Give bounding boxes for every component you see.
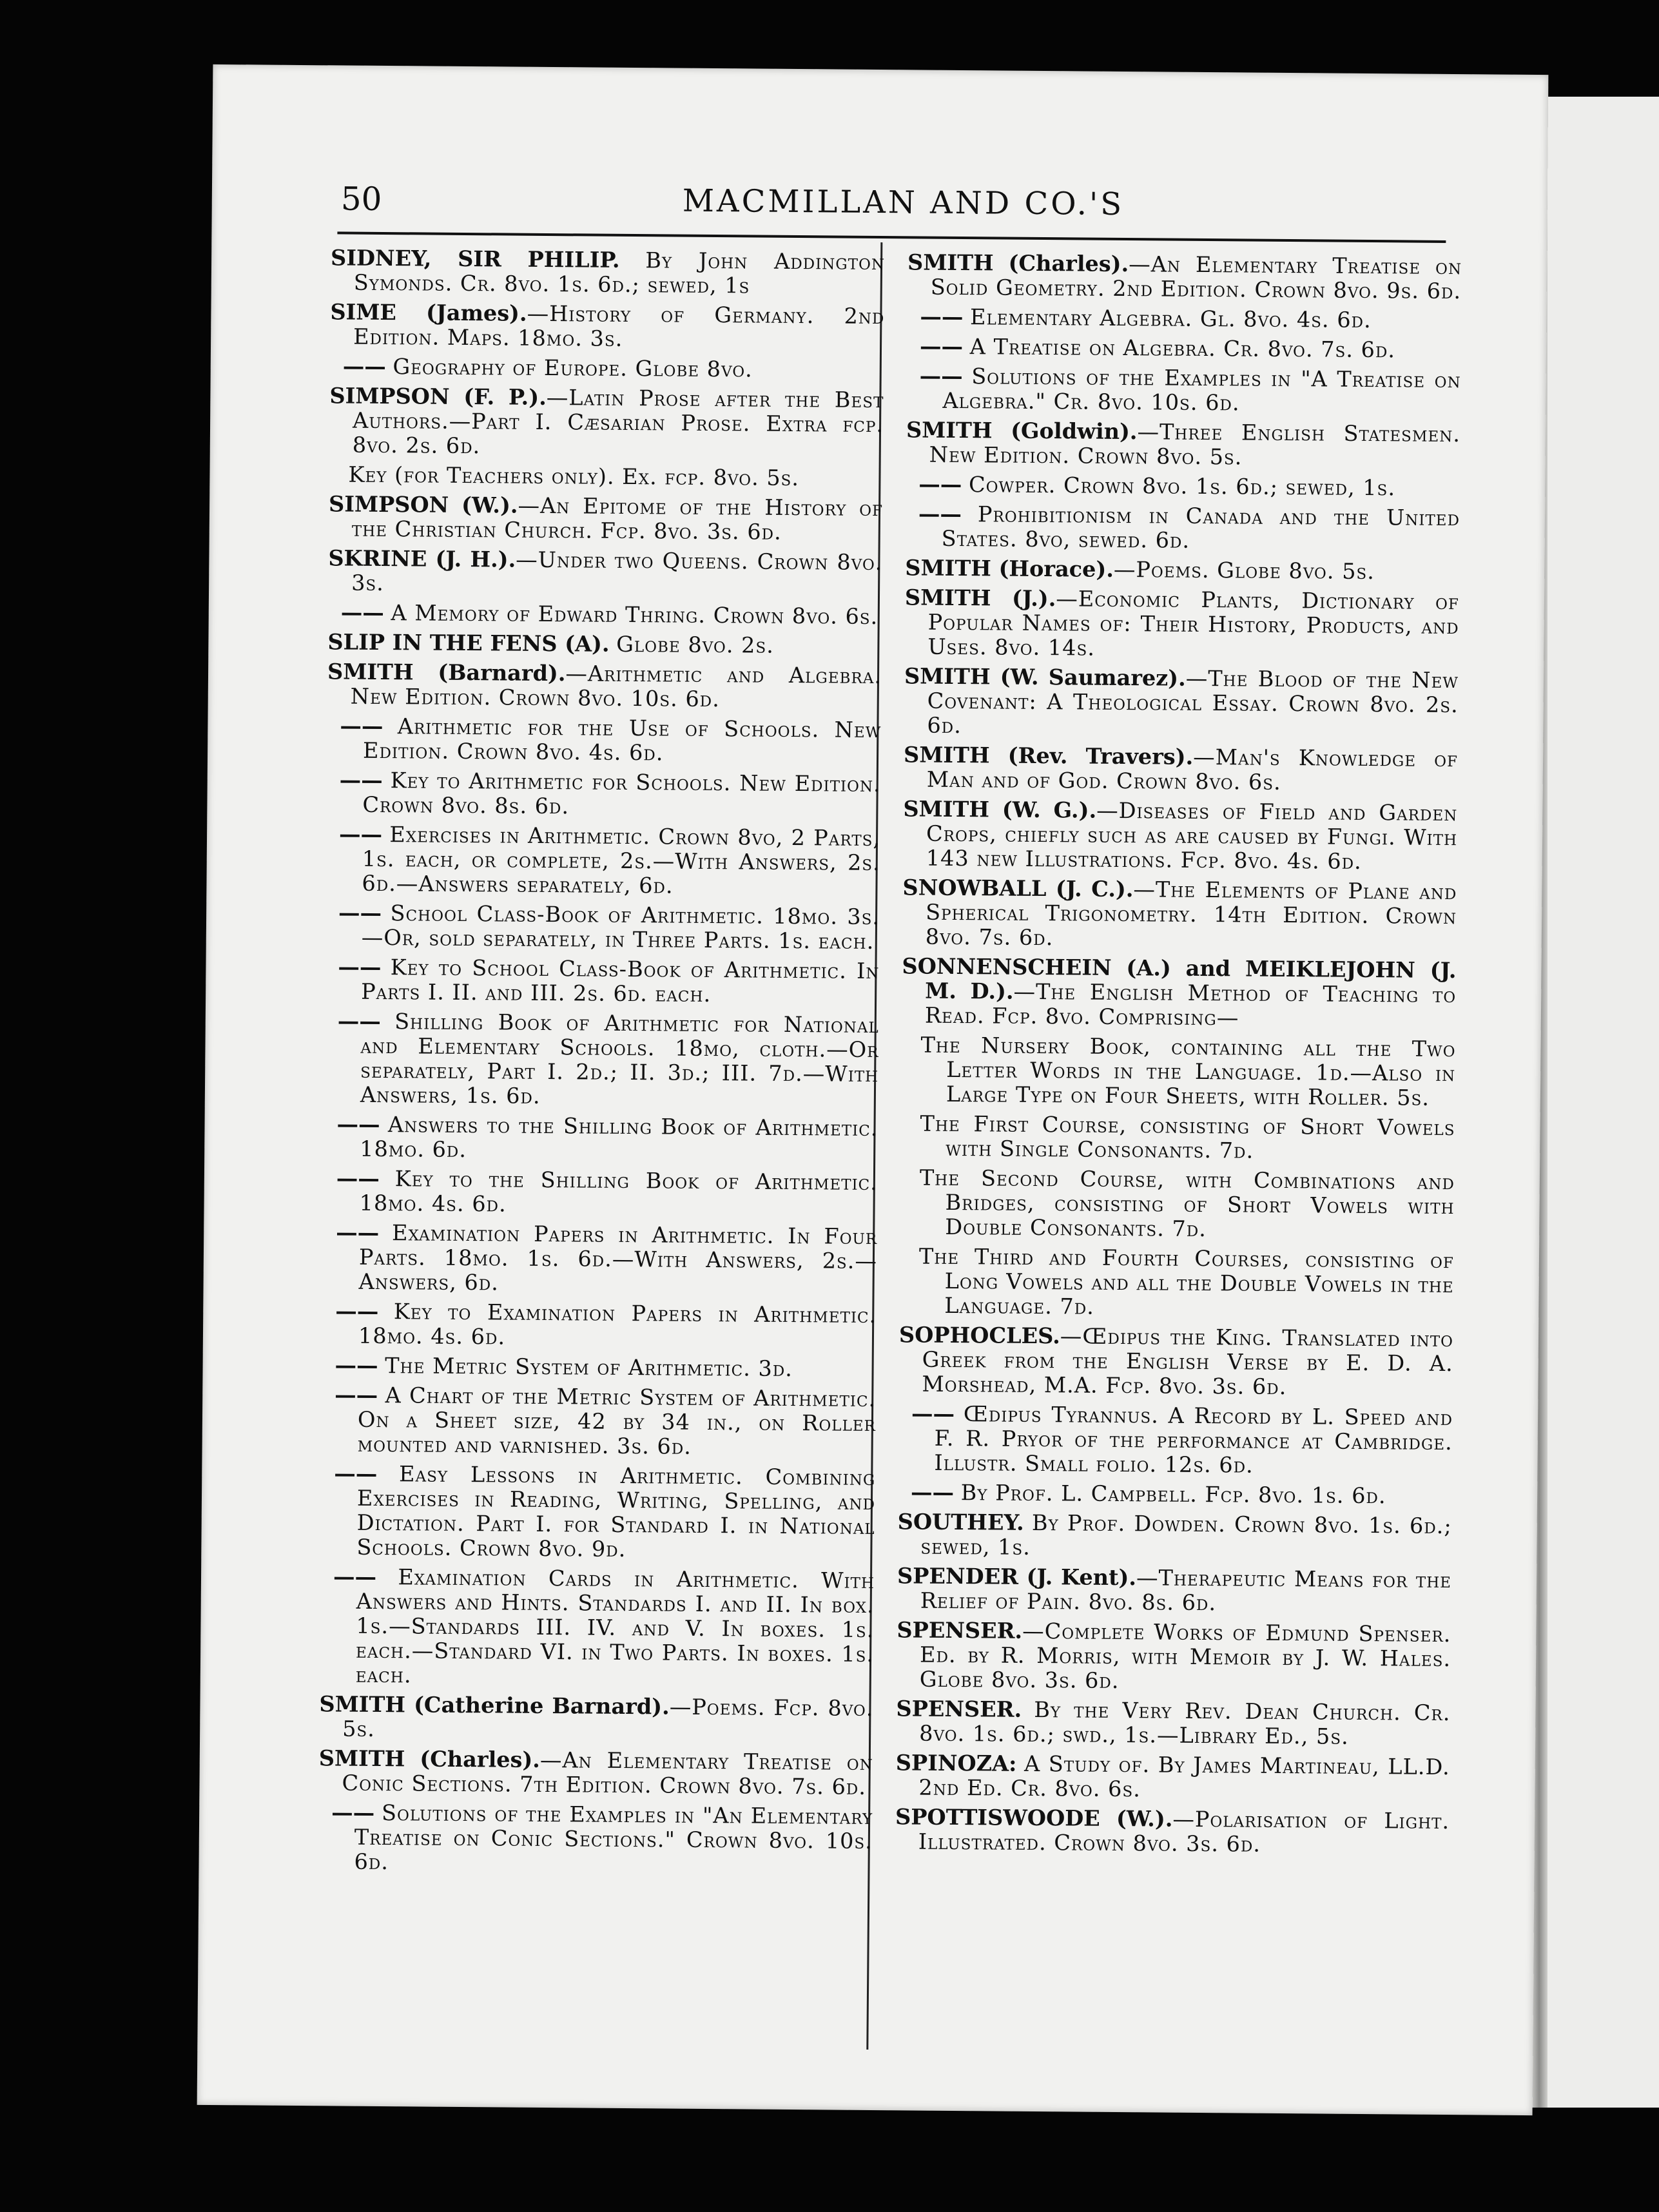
entry-author: SMITH (Barnard). [327,659,566,686]
entry-author: SIDNEY, SIR PHILIP. [330,245,620,273]
entry-details: —An Elementary Treatise on Solid Geometry. 2nd Edition. Crown 8vo. 9s. 6d. [930,251,1462,304]
entry-author: —— [336,1111,380,1137]
entry-details: —Man's Knowledge of Man and of God. Crown 8vo. 6s. [926,744,1459,795]
catalogue-entry [327,659,882,713]
entry-details: Globe 8vo. 2s. [616,631,775,658]
entry-author: —— [920,304,964,330]
catalogue-entry [329,492,884,545]
entry-details: The First Course, consisting of Short Vowels with Single Consonants. 7d. [920,1111,1455,1163]
catalogue-entry [906,418,1461,471]
catalogue-entry [322,1220,877,1298]
entry-details: —Polarisation of Light. Illustrated. Crown 8vo. 3s. 6d. [918,1806,1450,1857]
entry-author: —— [334,1460,378,1486]
catalogue-entry [903,797,1458,875]
catalogue-entry [907,304,1461,333]
catalogue-entry [895,1805,1450,1858]
entry-author: SPOTTISWOODE (W.). [895,1804,1173,1832]
entry-details: Examination Cards in Arithmetic. With Answers and Hints. Standards I. and II. In box. 1s.—Standards III. IV. and V. In boxes. 1s. each.—Standard VI. in Two Parts. In boxes. 1s. each. [355,1564,875,1688]
entry-details: Examination Papers in Arithmetic. In Four Parts. 18mo. 1s. 6d.—With Answers, 2s.—Answers, 6d. [358,1220,878,1295]
entry-author: SPENSER. [896,1696,1022,1722]
catalogue-entry [897,1509,1452,1563]
catalogue-entry [324,1112,878,1165]
entry-author: —— [336,1219,380,1245]
catalogue-entry [320,1461,875,1564]
catalogue-entry [330,300,885,353]
entry-details: Solutions of the Examples in "An Elementary Treatise on Conic Sections." Crown 8vo. 10s. 6d. [354,1800,873,1875]
entry-details: A Study of. By James Martineau, LL.D. 2nd Ed. Cr. 8vo. 6s. [918,1751,1450,1802]
catalogue-entry [906,472,1460,501]
header-rule [337,231,1446,243]
entry-author: SOUTHEY. [897,1509,1024,1535]
entry-author: —— [333,1564,377,1589]
catalogue-entry [329,383,884,461]
entry-details: A Chart of the Metric System of Arithmetic. On a Sheet size, 42 by 34 in., on Roller mounted and varnished. 3s. 6d. [357,1382,877,1459]
entry-author: SLIP IN THE FENS (A). [327,629,610,657]
catalogue-entry [906,364,1461,417]
entry-author: —— [919,333,964,360]
entry-author: —— [910,1479,955,1506]
entry-details: Answers to the Shilling Book of Arithmetic. 18mo. 6d. [360,1112,878,1163]
entry-details: By Prof. L. Campbell. Fcp. 8vo. 1s. 6d. [960,1480,1386,1509]
entry-details: The Third and Fourth Courses, consisting of Long Vowels and all the Double Vowels in the Language. 7d. [918,1243,1455,1319]
entry-author: —— [918,501,962,527]
entry-details: Cowper. Crown 8vo. 1s. 6d.; sewed, 1s. [968,472,1396,501]
entry-details: School Class-Book of Arithmetic. 18mo. 3s.—Or, sold separately, in Three Parts. 1s. each. [361,900,880,955]
entry-details: Solutions of the Examples in "A Treatise on Algebra." Cr. 8vo. 10s. 6d. [942,364,1461,416]
catalogue-entry [906,501,1460,555]
entry-author: SMITH (W. G.). [903,796,1097,823]
entry-author: SMITH (J.). [904,585,1056,612]
catalogue-entry [901,1033,1456,1111]
catalogue-entry [895,1751,1450,1804]
entry-details: —Poems. Globe 8vo. 5s. [1113,556,1375,585]
entry-author: —— [919,363,963,389]
entry-author: SIMPSON (W.). [328,491,518,518]
entry-author: SNOWBALL (J. C.). [902,875,1134,902]
catalogue-entry [328,600,882,629]
facing-page-edge [1546,97,1659,2108]
catalogue-entry [325,955,880,1008]
entry-author: —— [335,1382,378,1408]
catalogue-entry [323,1166,878,1219]
entry-author: SPENSER. [897,1617,1023,1644]
entry-details: Arithmetic for the Use of Schools. New Edition. Crown 8vo. 4s. 6d. [362,713,882,766]
entry-details: —The Blood of the New Covenant: A Theological Essay. Crown 8vo. 2s. 6d. [927,665,1459,739]
entry-details: —Diseases of Field and Garden Crops, chiefly such as are caused by Fungi. With 143 new Illustrations. Fcp. 8vo. 4s. 6d. [926,797,1458,874]
entry-details: —The English Method of Teaching to Read. Fcp. 8vo. Comprising— [924,978,1457,1031]
catalogue-entry [897,1564,1452,1617]
entry-details: —An Epitome of the History of the Christian Church. Fcp. 8vo. 3s. 6d. [351,492,884,545]
catalogue-entry [907,250,1462,304]
entry-details: Shilling Book of Arithmetic for National and Elementary Schools. 18mo, cloth.—Or separately, Part I. 2d.; II. 3d.; III. 7d.—With Answers, 1s. 6d. [360,1009,879,1109]
catalogue-entry [900,1111,1455,1165]
entry-details: By John Addington Symonds. Cr. 8vo. 1s. 6d.; sewed, 1s [353,247,886,298]
entry-author: SMITH (Horace). [905,555,1114,582]
entry-details: By Prof. Dowden. Crown 8vo. 1s. 6d.; sewed, 1s. [920,1509,1452,1560]
catalogue-entry [327,713,882,767]
entry-details: Key to School Class-Book of Arithmetic. In Parts I. II. and III. 2s. 6d. each. [361,955,880,1007]
entry-details: Easy Lessons in Arithmetic. Combining Exercises in Reading, Writing, Spelling, and Dictation. Part I. for Standard I. in National Schools. Crown 8vo. 9d. [356,1461,876,1562]
catalogue-entry [319,1692,874,1745]
catalogue-entry [897,1618,1451,1696]
entry-author: SMITH (W. Saumarez). [904,663,1186,691]
catalogue-entry [322,1353,876,1382]
catalogue-entry [904,742,1459,796]
entry-author: —— [331,1800,375,1825]
entry-author: —— [335,1352,378,1378]
catalogue-entry [331,246,886,299]
entry-author: SMITH (Rev. Travers). [903,742,1194,770]
catalogue-entry [325,900,880,954]
catalogue-entry [322,1382,877,1460]
catalogue-entry [320,1564,875,1691]
entry-details: —Economic Plants, Dictionary of Popular Names of: Their History, Products, and Uses. 8vo. 14s. [927,586,1460,661]
entry-details: Elementary Algebra. Gl. 8vo. 4s. 6d. [969,304,1372,333]
entry-details: Œdipus Tyrannus. A Record by L. Speed and F. R. Pryor of the performance at Cambridge. Illustr. Small folio. 12s. 6d. [934,1401,1453,1478]
entry-author: SPENDER (J. Kent). [897,1563,1137,1591]
entry-details: Key to Arithmetic for Schools. New Edition. Crown 8vo. 8s. 6d. [362,768,881,819]
entry-details: —Three English Statesmen. New Edition. Crown 8vo. 5s. [929,419,1461,470]
catalogue-entry [904,664,1459,742]
entry-author: —— [918,471,962,498]
catalogue-entry [902,875,1457,953]
entry-details: By the Very Rev. Dean Church. Cr. 8vo. 1s. 6d.; swd., 1s.—Library Ed., 5s. [919,1696,1451,1749]
entry-details: Geography of Europe. Globe 8vo. [393,354,753,382]
entry-details: —History of Germany. 2nd Edition. Maps. 18mo. 3s. [353,300,885,351]
catalogue-entry [330,354,884,383]
catalogue-entry [318,1800,873,1878]
catalogue-entry [900,1165,1455,1243]
entry-author: —— [340,713,383,739]
catalogue-entry [325,822,880,900]
catalogue-entry [898,1401,1453,1479]
running-head: MACMILLAN AND CO.'S [682,182,1125,223]
catalogue-entry [898,1323,1453,1401]
left-column [318,246,885,1883]
entry-author: —— [338,954,382,980]
entry-author: SIME (James). [330,299,527,326]
entry-details: Key to Examination Papers in Arithmetic. 18mo. 4s. 6d. [358,1299,877,1350]
entry-details: —Therapeutic Means for the Relief of Pain. 8vo. 8s. 6d. [920,1565,1452,1616]
entry-details: —The Elements of Plane and Spherical Trigonometry. 14th Edition. Crown 8vo. 7s. 6d. [925,877,1457,951]
catalogue-entry [905,556,1459,585]
catalogue-entry [327,630,882,659]
catalogue-entry [324,1009,879,1111]
entry-author: SKRINE (J. H.). [328,545,516,572]
catalogue-entry [902,954,1457,1032]
entry-author: —— [911,1401,955,1427]
catalogue-page [197,64,1549,2115]
entry-author: —— [340,599,384,626]
entry-details: —An Elementary Treatise on Conic Sections. 7th Edition. Crown 8vo. 7s. 6d. [342,1747,873,1800]
entry-author: —— [336,1165,380,1191]
page-number: 50 [340,180,382,218]
catalogue-entry [328,546,883,599]
catalogue-entry [907,334,1461,363]
catalogue-entry [904,585,1459,663]
entry-author: SMITH (Charles). [907,249,1129,277]
catalogue-entry [899,1244,1454,1322]
catalogue-entry [318,1746,873,1800]
entry-details: Key to the Shilling Book of Arithmetic. 18mo. 4s. 6d. [359,1166,878,1217]
entry-author: SMITH (Catherine Barnard). [319,1691,670,1720]
entry-details: The Metric System of Arithmetic. 3d. [385,1353,793,1382]
entry-author: SMITH (Goldwin). [906,417,1138,445]
entry-details: —Latin Prose after the Best Authors.—Part I. Cæsarian Prose. Extra fcp. 8vo. 2s. 6d. [352,384,884,459]
entry-details: Exercises in Arithmetic. Crown 8vo, 2 Parts, 1s. each, or complete, 2s.—With Answers, 2s. 6d.—Answers separately, 6d. [362,822,881,898]
entry-author: —— [338,900,382,926]
entry-details: —Poems. Fcp. 8vo. 5s. [342,1694,874,1741]
entry-details: —Under two Queens. Crown 8vo. 3s. [351,547,883,596]
catalogue-entry [329,462,883,491]
entry-details: —Arithmetic and Algebra. New Edition. Crown 8vo. 10s. 6d. [350,661,882,712]
entry-details: A Memory of Edward Thring. Crown 8vo. 6s. [391,600,878,630]
entry-author: —— [338,821,383,848]
entry-details: —Complete Works of Edmund Spenser. Ed. by R. Morris, with Memoir by J. W. Hales. Globe 8vo. 3s. 6d. [919,1618,1451,1694]
catalogue-entry [898,1480,1452,1509]
entry-author: SPINOZA: [895,1750,1017,1776]
entry-author: SONNENSCHEIN (A.) and MEIKLEJOHN (J. M. D.). [902,953,1457,1004]
entry-author: SIMPSON (F. P.). [329,383,547,410]
entry-author: SOPHOCLES. [898,1322,1060,1349]
entry-details: A Treatise on Algebra. Cr. 8vo. 7s. 6d. [969,334,1396,363]
entry-author: —— [339,767,383,793]
catalogue-entry [322,1299,877,1352]
right-column [895,250,1462,1863]
entry-author: —— [335,1298,379,1324]
entry-details: —Œdipus the King. Translated into Greek from the English Verse by E. D. A. Morshead, M.A. Fcp. 8vo. 3s. 6d. [922,1323,1454,1400]
catalogue-entry [326,768,881,821]
entry-author: SMITH (Charles). [318,1745,541,1772]
entry-details: The Nursery Book, containing all the Two Letter Words in the Language. 1d.—Also in Large Type on Four Sheets, with Roller. 5s. [920,1032,1456,1111]
entry-details: The Second Course, with Combinations and Bridges, consisting of Short Vowels with Double Consonants. 7d. [919,1165,1455,1242]
entry-details: Key (for Teachers only). Ex. fcp. 8vo. 5s. [348,461,800,491]
entry-details: Prohibitionism in Canada and the United States. 8vo, sewed. 6d. [941,501,1460,553]
catalogue-entry [896,1696,1451,1750]
entry-author: —— [342,353,386,380]
entry-author: —— [337,1008,381,1034]
